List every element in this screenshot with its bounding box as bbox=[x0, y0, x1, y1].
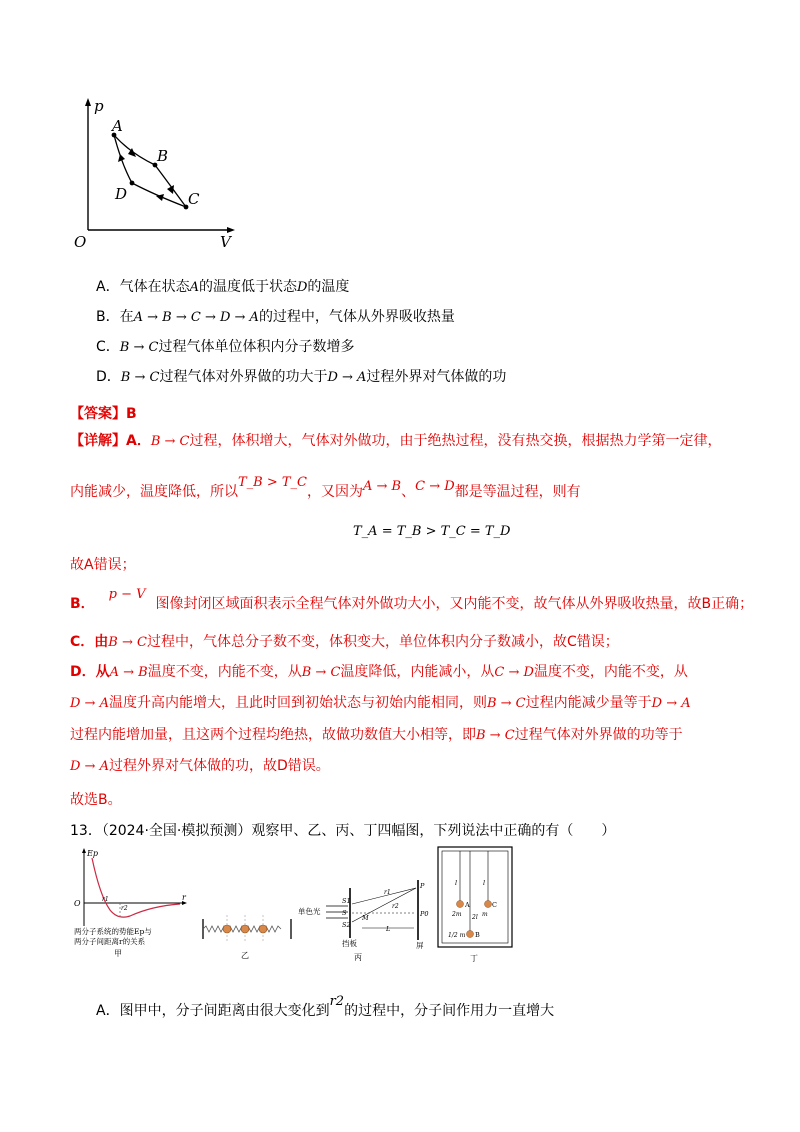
ding-ball-a bbox=[457, 901, 464, 908]
ding-l-label-a: l bbox=[455, 879, 458, 887]
option-a-var2: D bbox=[296, 280, 308, 295]
option-d-mid: 过程气体对外界做的功大于 bbox=[159, 369, 328, 385]
detail-line-6 bbox=[70, 632, 619, 653]
option-b-suffix: 的过程中，气体从外界吸收热量 bbox=[258, 309, 455, 325]
detail-l6-text: 过程中，气体总分子数不变，体积变大，单位体积内分子数减小，故C错误； bbox=[146, 634, 619, 650]
ding-frame-inner bbox=[442, 851, 508, 943]
q13-option-a-expr: r2 bbox=[329, 994, 345, 1009]
jia-r-label: r bbox=[182, 893, 186, 902]
detail-line-2 bbox=[70, 475, 581, 503]
bing-r1-label: r1 bbox=[384, 889, 391, 896]
q13-option-a-suffix: 的过程中，分子间作用力一直增大 bbox=[344, 1003, 555, 1019]
detail-l9-t2: 过程气体对外界做的功等于 bbox=[514, 727, 683, 743]
answer-label: 【答案】B bbox=[70, 406, 137, 422]
detail-l2-text1: 内能减少，温度降低，所以 bbox=[70, 484, 238, 500]
detail-l5-prefix: B． bbox=[70, 596, 95, 612]
option-a bbox=[96, 277, 349, 298]
ding-c-label: C bbox=[492, 901, 497, 909]
detail-equation bbox=[353, 521, 510, 542]
detail-line-4: 故A错误； bbox=[70, 557, 136, 573]
detail-l8-t2: 过程内能减少量等于 bbox=[525, 695, 652, 711]
pv-diagram bbox=[70, 95, 240, 250]
bing-l-label: L bbox=[386, 925, 391, 933]
detail-l10-t: 过程外界对气体做的功，故D错误。 bbox=[108, 758, 330, 774]
option-a-prefix: A．气体在状态 bbox=[96, 279, 190, 295]
ding-b-label: B bbox=[475, 931, 480, 939]
option-d-prefix: D． bbox=[96, 369, 121, 385]
detail-l2-text3: 都是等温过程，则有 bbox=[454, 484, 581, 500]
bing-plate-label: 挡板 bbox=[342, 939, 357, 948]
bing-m-label: M bbox=[362, 914, 369, 922]
detail-line-1 bbox=[70, 431, 722, 452]
bing-r2-label: r2 bbox=[392, 903, 399, 910]
ding-ball-b bbox=[467, 931, 474, 938]
detail-line-10 bbox=[70, 756, 330, 777]
detail-l1-expr: B → C bbox=[150, 434, 190, 449]
point-d bbox=[130, 181, 135, 186]
bing-s2-label: S2 bbox=[342, 921, 351, 929]
jia-o-label: O bbox=[74, 899, 81, 908]
detail-l5-text: 图像封闭区域面积表示全程气体对外做功大小，又内能不变，故气体从外界吸收热量，故B正确； bbox=[155, 596, 754, 612]
detail-line-7 bbox=[70, 662, 688, 683]
bing-p0-label: P0 bbox=[420, 910, 429, 918]
jia-r2-label: r2 bbox=[121, 905, 128, 912]
question-13: 13．（2024·全国·模拟预测）观察甲、乙、丙、丁四幅图，下列说法中正确的有（ ） bbox=[70, 823, 616, 839]
bing-light-label: 单色光 bbox=[298, 907, 321, 916]
label-a: A bbox=[112, 117, 123, 135]
detail-l6-prefix: C．由 bbox=[70, 634, 109, 650]
detail-l7-t3: 温度不变，内能不变，从 bbox=[533, 664, 688, 680]
label-v: V bbox=[220, 233, 231, 250]
detail-l6-expr: B → C bbox=[108, 635, 147, 650]
detail-l1-text: 过程，体积增大，气体对外做功，由于绝热过程，没有热交换，根据热力学第一定律， bbox=[189, 433, 722, 449]
option-b bbox=[96, 307, 455, 328]
detail-line-8 bbox=[70, 693, 691, 714]
jia-label: 甲 bbox=[114, 949, 122, 958]
option-b-prefix: B．在 bbox=[96, 309, 134, 325]
ding-m-label: m bbox=[482, 911, 488, 918]
yi-label: 乙 bbox=[241, 951, 249, 960]
figure-bing bbox=[298, 876, 438, 962]
option-a-var1: A bbox=[189, 280, 199, 295]
p-axis-arrow bbox=[85, 98, 91, 106]
detail-l2-expr3: C → D bbox=[415, 479, 455, 494]
jia-caption-1: 两分子系统的势能Ep与 bbox=[74, 927, 152, 936]
bing-label: 丙 bbox=[354, 953, 362, 962]
detail-l2-sep: 、 bbox=[401, 484, 416, 500]
option-c-expr: B → C bbox=[119, 340, 159, 355]
detail-l9-expr: B → C bbox=[476, 728, 515, 743]
option-c bbox=[96, 337, 354, 358]
detail-prefix: 【详解】A． bbox=[70, 433, 151, 449]
option-d-expr1: B → C bbox=[120, 370, 160, 385]
q13-option-a-prefix: A．图甲中，分子间距离由很大变化到 bbox=[96, 1003, 330, 1019]
label-p: p bbox=[94, 97, 104, 115]
detail-l8-t1: 温度升高内能增大，且此时回到初始状态与初始内能相同，则 bbox=[108, 695, 487, 711]
detail-l9-t1: 过程内能增加量，且这两个过程均绝热，故做功数值大小相等，即 bbox=[70, 727, 476, 743]
detail-l3-eq: T_A = T_B > T_C = T_D bbox=[353, 524, 511, 539]
figure-ding bbox=[436, 845, 516, 967]
option-b-expr: A → B → C → D → A bbox=[133, 310, 259, 325]
ding-ball-c bbox=[485, 901, 492, 908]
jia-caption-2: 两分子间距离r的关系 bbox=[74, 937, 146, 946]
yi-ball-2 bbox=[241, 925, 249, 933]
jia-ep-arrow bbox=[82, 848, 86, 853]
bing-s-label: S bbox=[342, 909, 347, 917]
detail-line-5 bbox=[70, 587, 754, 615]
ding-2l-label: 2l bbox=[472, 914, 478, 921]
detail-l10-expr: D → A bbox=[70, 759, 109, 774]
yi-ball-1 bbox=[223, 925, 231, 933]
detail-l7-prefix: D．从 bbox=[70, 664, 110, 680]
detail-l2-expr2: A → B bbox=[363, 479, 402, 494]
detail-l2-text2: ，又因为 bbox=[307, 484, 363, 500]
label-d: D bbox=[115, 185, 128, 203]
ding-2m-label: 2m bbox=[452, 911, 462, 918]
ding-half-label: 1/2 m bbox=[448, 932, 466, 939]
jia-r1-label: r1 bbox=[102, 896, 109, 903]
option-a-suffix: 的温度 bbox=[307, 279, 350, 295]
option-d bbox=[96, 367, 506, 388]
bing-screen-label: 屏 bbox=[416, 941, 424, 950]
bing-s1-label: S1 bbox=[342, 897, 351, 905]
detail-l7-expr1: A → B bbox=[109, 665, 148, 680]
ding-a-label: A bbox=[465, 901, 470, 909]
figure-yi bbox=[197, 905, 297, 960]
detail-line-9 bbox=[70, 725, 683, 746]
figure-jia bbox=[72, 846, 190, 958]
detail-l7-expr3: C → D bbox=[494, 665, 534, 680]
option-c-prefix: C． bbox=[96, 339, 120, 355]
bing-p-label: P bbox=[420, 882, 425, 890]
detail-l8-expr1: D → A bbox=[70, 696, 109, 711]
detail-l7-expr2: B → C bbox=[301, 665, 341, 680]
label-c: C bbox=[188, 190, 200, 208]
detail-l7-t2: 温度降低，内能减小，从 bbox=[340, 664, 495, 680]
detail-l7-t1: 温度不变，内能不变，从 bbox=[147, 664, 302, 680]
option-a-mid: 的温度低于状态 bbox=[198, 279, 297, 295]
detail-l2-expr1: T_B > T_C bbox=[238, 475, 307, 490]
jia-ep-curve bbox=[92, 858, 180, 917]
detail-l8-expr2: B → C bbox=[486, 696, 526, 711]
ding-label: 丁 bbox=[470, 954, 478, 963]
detail-l5-expr: p − V bbox=[108, 587, 146, 602]
detail-line-11: 故选B。 bbox=[70, 792, 122, 808]
option-d-expr2: D → A bbox=[327, 370, 367, 385]
jia-ep-label: Ep bbox=[87, 849, 98, 858]
label-origin: O bbox=[74, 233, 87, 250]
option-c-suffix: 过程气体单位体积内分子数增多 bbox=[158, 339, 355, 355]
q13-option-a bbox=[96, 994, 555, 1022]
ding-l-label-c: l bbox=[483, 879, 486, 887]
option-d-suffix: 过程外界对气体做的功 bbox=[366, 369, 507, 385]
detail-l8-expr3: D → A bbox=[651, 696, 691, 711]
label-b: B bbox=[157, 147, 169, 165]
yi-ball-3 bbox=[259, 925, 267, 933]
